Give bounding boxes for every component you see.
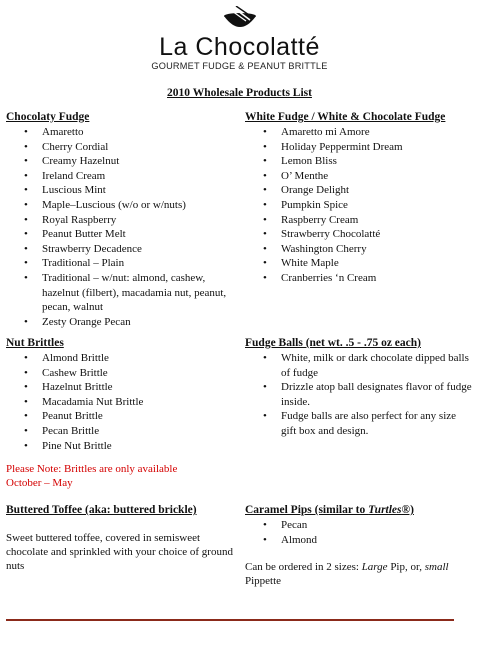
list-item: • Maple–Luscious (w/o or w/nuts) [42,198,238,213]
list-item: • Pine Nut Brittle [42,439,238,454]
brand-logo [0,6,479,72]
list-item: • Cashew Brittle [42,366,238,381]
white-fudge-section [245,110,475,286]
list-item: • Ireland Cream [42,169,238,184]
chocolaty-fudge-list [6,125,238,329]
brittles-availability-note: Please Note: Brittles are only available October – May [6,463,178,490]
list-item: • Cranberries ‘n Cream [281,271,475,286]
list-item: • Pecan [281,518,473,533]
list-item: • Traditional – Plain [42,256,238,271]
list-item: • Amaretto [42,125,238,140]
white-fudge-list [245,125,475,286]
list-item: • Royal Raspberry [42,213,238,228]
list-item: • Creamy Hazelnut [42,154,238,169]
list-item: • Raspberry Cream [281,213,475,228]
list-item: • Luscious Mint [42,183,238,198]
list-item: • Almond [281,533,473,548]
fudge-balls-heading: Fudge Balls (net wt. .5 - .75 oz each) [245,337,421,349]
list-item: • O’ Menthe [281,169,475,184]
list-item: • Peanut Brittle [42,409,238,424]
list-item: • Amaretto mi Amore [281,125,475,140]
caramel-pips-section [245,503,473,588]
list-item: • Almond Brittle [42,351,238,366]
fudge-balls-section [245,336,473,439]
buttered-toffee-heading: Buttered Toffee (aka: buttered brickle) [6,504,197,516]
list-item: • White, milk or dark chocolate dipped balls of fudge [281,351,473,380]
list-item: • Holiday Peppermint Dream [281,140,475,155]
white-fudge-heading: White Fudge / White & Chocolate Fudge [245,111,446,123]
whisk-bowl-icon [220,6,260,34]
list-item: • Cherry Cordial [42,140,238,155]
list-item: • Pumpkin Spice [281,198,475,213]
caramel-pips-heading: Caramel Pips (similar to Turtles®) [245,504,414,516]
list-item: • Traditional – w/nut: almond, cashew, hazelnut (filbert), macadamia nut, peanut, pecan, walnut [42,271,238,315]
list-item: • White Maple [281,256,475,271]
list-item: • Peanut Butter Melt [42,227,238,242]
brand-tagline: GOURMET FUDGE & PEANUT BRITTLE [151,61,328,71]
list-item: • Orange Delight [281,183,475,198]
chocolaty-fudge-heading: Chocolaty Fudge [6,111,90,123]
brand-name: La Chocolatté [159,33,320,61]
caramel-pips-sizes: Can be ordered in 2 sizes: Large Pip, or, small Pippette [245,561,449,588]
list-item: • Drizzle atop ball designates flavor of fudge inside. [281,380,473,409]
list-item: • Pecan Brittle [42,424,238,439]
nut-brittles-list [6,351,238,453]
list-item: • Macadamia Nut Brittle [42,395,238,410]
list-item: • Lemon Bliss [281,154,475,169]
fudge-balls-list [245,351,473,439]
chocolaty-fudge-section [6,110,238,329]
list-item: • Strawberry Decadence [42,242,238,257]
buttered-toffee-description: Sweet buttered toffee, covered in semisweet chocolate and sprinkled with your choice of ground nuts [6,532,233,572]
list-item: • Zesty Orange Pecan [42,315,238,330]
nut-brittles-heading: Nut Brittles [6,337,64,349]
document-title: 2010 Wholesale Products List [167,87,312,99]
buttered-toffee-section [6,503,236,573]
list-item: • Strawberry Chocolatté [281,227,475,242]
list-item: • Fudge balls are also perfect for any size gift box and design. [281,409,473,438]
caramel-pips-list [245,518,473,547]
list-item: • Hazelnut Brittle [42,380,238,395]
nut-brittles-section [6,336,238,490]
list-item: • Washington Cherry [281,242,475,257]
footer-divider [6,619,454,621]
